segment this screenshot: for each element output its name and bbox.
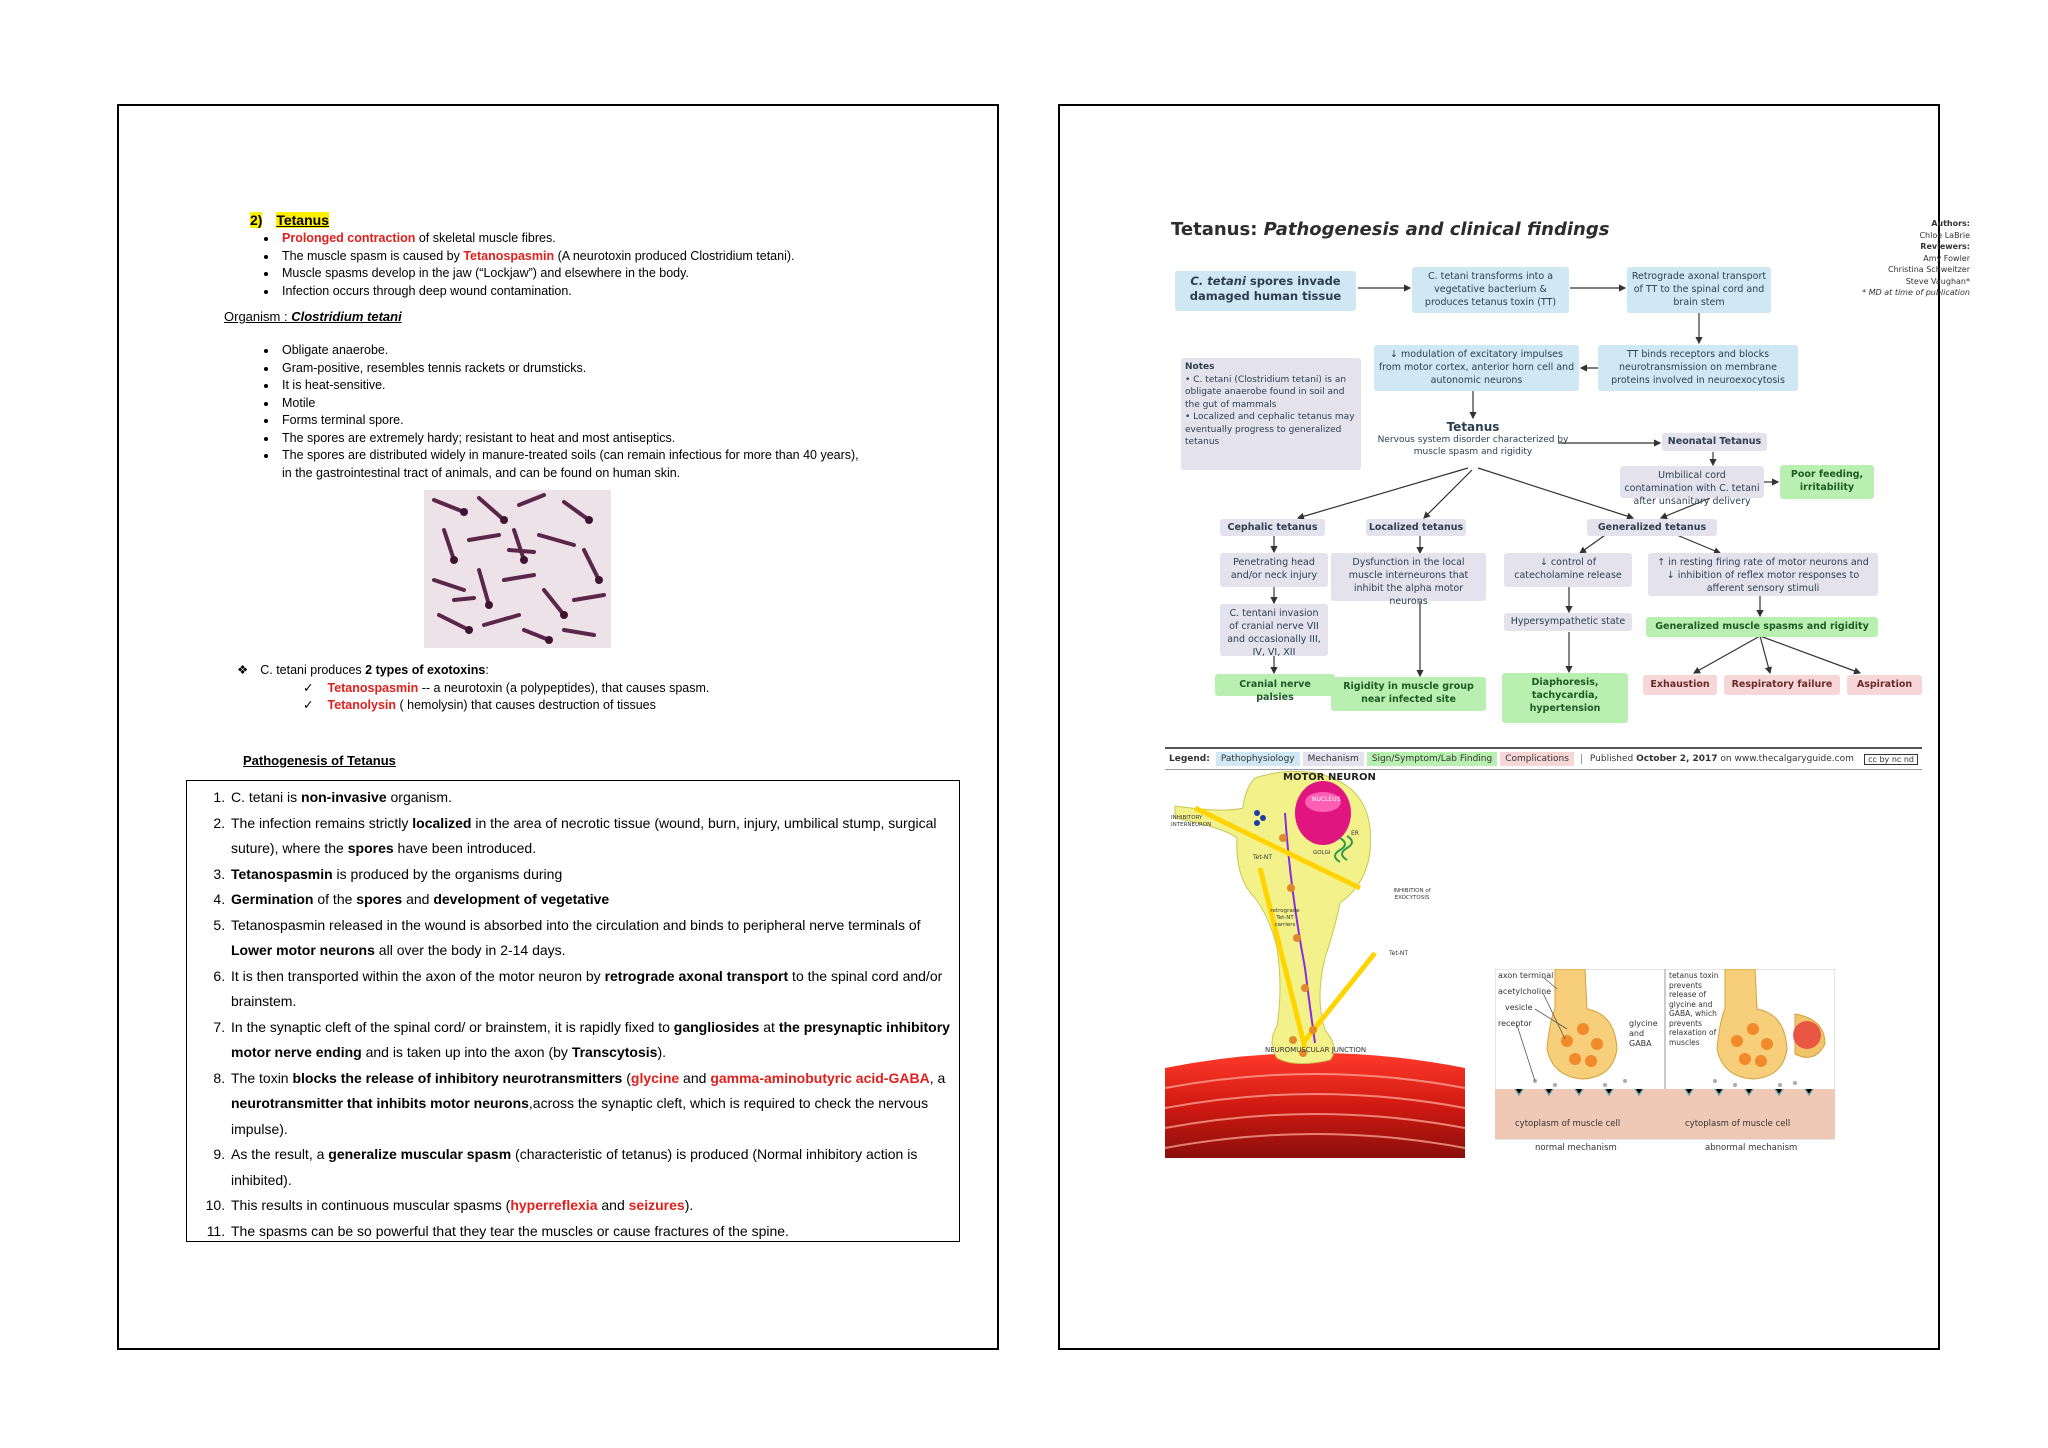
right-page	[1058, 104, 1970, 1350]
spores-invade-box: C. tetani spores invade damaged human tissue	[1175, 271, 1356, 311]
list-item: 2. The infection remains strictly localized in the area of necrotic tissue (wound, burn, injury, umbilical stump, surgical suture), where the spores have been introduced.	[229, 811, 951, 862]
exotoxin-section: ❖ C. tetani produces 2 types of exotoxins: ✓ Tetanospasmin -- a neurotoxin (a polypeptides), that causes spasm. ✓ Tetanolysin ( hemolysin) that causes destruction of tissues	[237, 662, 709, 715]
list-item: 10. This results in continuous muscular spasms (hyperreflexia and seizures).	[229, 1193, 951, 1219]
acetylcholine-label: acetylcholine	[1498, 987, 1552, 996]
legend-sign: Sign/Symptom/Lab Finding	[1367, 752, 1497, 766]
synapse-drawing	[1495, 969, 1835, 1159]
catecholamine-box: ↓ control of catecholamine release	[1504, 553, 1632, 587]
authors-block: Authors: Chloe LaBrie Reviewers: Amy Fowler Christina Schweitzer Steve Vaughan* * MD at time of publication	[1862, 219, 1970, 297]
list-item: 11. The spasms can be so powerful that they tear the muscles or cause fractures of the spine.	[229, 1219, 951, 1245]
tetanus-bullets	[250, 230, 978, 300]
list-item: • It is heat-sensitive.	[278, 377, 978, 395]
legend-label: Legend:	[1169, 754, 1210, 764]
nmj-label: NEUROMUSCULAR JUNCTION	[1265, 1046, 1367, 1054]
license-badge: cc by nc nd	[1864, 754, 1918, 765]
retrograde-box: Retrograde axonal transport of TT to the spinal cord and brain stem	[1627, 267, 1771, 313]
modulation-box: ↓ modulation of excitatory impulses from motor cortex, anterior horn cell and autonomic neurons	[1374, 345, 1579, 391]
organism-name: Clostridium tetani	[291, 309, 402, 324]
generalized-spasms-box: Generalized muscle spasms and rigidity	[1646, 617, 1878, 637]
exotoxin-item: ✓ Tetanospasmin -- a neurotoxin (a polypeptides), that causes spasm.	[303, 680, 710, 695]
list-item: • Infection occurs through deep wound contamination.	[278, 283, 978, 301]
er-label: ER	[1351, 830, 1359, 837]
generalized-box: Generalized tetanus	[1587, 519, 1717, 536]
pathogenesis-box	[186, 780, 960, 1242]
golgi-label: GOLGI	[1313, 850, 1331, 856]
tetanus-toxin-note: tetanus toxin prevents release of glycine and GABA, which prevents relaxation of muscles	[1669, 971, 1719, 1047]
rigidity-group-box: Rigidity in muscle group near infected site	[1331, 677, 1486, 711]
list-item: • The spores are distributed widely in manure-treated soils (can remain infectious for more than 40 years), in the gastrointestinal tract of animals, and can be found on human skin.	[278, 447, 978, 482]
penetrating-box: Penetrating head and/or neck injury	[1220, 553, 1328, 587]
legend-pathophysiology: Pathophysiology	[1216, 752, 1300, 766]
list-item: • The muscle spasm is caused by Tetanospasmin (A neurotoxin produced Clostridium tetani).	[278, 248, 978, 266]
invasion-box: C. tentani invasion of cranial nerve VII and occasionally III, IV, VI, XII	[1220, 604, 1328, 656]
retrograde-carriers-label: retrograde Tet-NT carriers	[1270, 908, 1300, 928]
left-page	[117, 104, 999, 1350]
section-title: Tetanus	[276, 212, 329, 228]
tetanus-node: Tetanus Nervous system disorder characterized by muscle spasm and rigidity	[1377, 420, 1569, 457]
list-item: • Motile	[278, 395, 978, 413]
receptor-label: receptor	[1498, 1019, 1532, 1028]
flowchart-title: Tetanus: Pathogenesis and clinical findings	[1171, 219, 1610, 240]
legend-mechanism: Mechanism	[1303, 752, 1364, 766]
notes-box: Notes • C. tetani (Clostridium tetani) is an obligate anaerobe found in soil and the gut of mammals • Localized and cephalic tetanus may eventually progress to generalized tetanus	[1181, 358, 1361, 470]
list-item: 6. It is then transported within the axon of the motor neuron by retrograde axonal transport to the spinal cord and/or brainstem.	[229, 964, 951, 1015]
list-item: 7. In the synaptic cleft of the spinal cord/ or brainstem, it is rapidly fixed to gangliosides at the presynaptic inhibitory motor nerve ending and is taken up into the axon (by Transcytosis).	[229, 1015, 951, 1066]
inhibitory-interneuron-label: INHIBITORY INTERNEURON	[1171, 815, 1212, 828]
glycine-gaba-label: glycine and GABA	[1629, 1019, 1658, 1048]
section-number: 2)	[250, 212, 263, 228]
dysfunction-box: Dysfunction in the local muscle interneurons that inhibit the alpha motor neurons	[1331, 553, 1486, 601]
cephalic-box: Cephalic tetanus	[1220, 519, 1325, 536]
list-item: • The spores are extremely hardy; resistant to heat and most antiseptics.	[278, 430, 978, 448]
list-item: • Muscle spasms develop in the jaw (“Lockjaw”) and elsewhere in the body.	[278, 265, 978, 283]
list-item: • Prolonged contraction of skeletal muscle fibres.	[278, 230, 978, 248]
binds-receptors-box: TT binds receptors and blocks neurotransmission on membrane proteins involved in neuroexocytosis	[1598, 345, 1798, 391]
micrograph-drawing	[424, 490, 611, 648]
list-item: • Gram-positive, resembles tennis rackets or drumsticks.	[278, 360, 978, 378]
resting-firing-box: ↑ in resting firing rate of motor neurons and ↓ inhibition of reflex motor responses to afferent sensory stimuli	[1648, 553, 1878, 596]
neonatal-box: Neonatal Tetanus	[1662, 433, 1767, 451]
motor-neuron-label: MOTOR NEURON	[1283, 772, 1376, 783]
published-note: Published October 2, 2017 on www.thecalgaryguide.com	[1581, 754, 1854, 764]
legend-bar	[1165, 747, 1922, 770]
inhibition-exocytosis-label: INHIBITION of EXOCYTOSIS	[1393, 888, 1431, 901]
list-item: 1. C. tetani is non-invasive organism.	[229, 785, 951, 811]
section-heading	[250, 212, 329, 228]
diaphoresis-box: Diaphoresis, tachycardia, hypertension	[1502, 673, 1628, 723]
localized-box: Localized tetanus	[1366, 519, 1466, 536]
list-item: 3. Tetanospasmin is produced by the organisms during	[229, 862, 951, 888]
legend-complications: Complications	[1500, 752, 1574, 766]
tet-nt-label: Tet-NT	[1253, 854, 1273, 861]
motor-neuron-figure	[1165, 768, 1465, 1158]
list-item: • Obligate anaerobe.	[278, 342, 978, 360]
vesicle-label: vesicle	[1505, 1003, 1533, 1012]
list-item: • Forms terminal spore.	[278, 412, 978, 430]
nucleus-label: NUCLEUS	[1312, 796, 1341, 803]
transform-box: C. tetani transforms into a vegetative bacterium & produces tetanus toxin (TT)	[1412, 267, 1569, 313]
cranial-palsies-box: Cranial nerve palsies	[1215, 674, 1335, 696]
organism-line: Organism : Clostridium tetani	[224, 309, 402, 324]
abnormal-mechanism-label: abnormal mechanism	[1705, 1143, 1798, 1153]
respiratory-failure-box: Respiratory failure	[1724, 675, 1840, 695]
list-item: 4. Germination of the spores and development of vegetative	[229, 887, 951, 913]
pathogenesis-title: Pathogenesis of Tetanus	[243, 753, 396, 768]
aspiration-box: Aspiration	[1847, 675, 1922, 695]
organism-bullets	[250, 342, 978, 482]
axon-terminal-label: axon terminal	[1498, 971, 1554, 980]
poor-feeding-box: Poor feeding, irritability	[1780, 465, 1874, 499]
list-item: 9. As the result, a generalize muscular spasm (characteristic of tetanus) is produced (Normal inhibitory action is inhibited).	[229, 1142, 951, 1193]
list-item: 5. Tetanospasmin released in the wound is absorbed into the circulation and binds to peripheral nerve terminals of Lower motor neurons all over the body in 2-14 days.	[229, 913, 951, 964]
exotoxin-item: ✓ Tetanolysin ( hemolysin) that causes destruction of tissues	[303, 698, 656, 712]
bacteria-micrograph	[424, 490, 611, 648]
exhaustion-box: Exhaustion	[1643, 675, 1717, 695]
list-item: 8. The toxin blocks the release of inhibitory neurotransmitters (glycine and gamma-aminobutyric acid-GABA, a neurotransmitter that inhibits motor neurons,across the synaptic cleft, which is required to check the nervous impulse).	[229, 1066, 951, 1143]
umbilical-box: Umbilical cord contamination with C. tetani after unsanitary delivery	[1620, 466, 1764, 498]
normal-mechanism-label: normal mechanism	[1535, 1143, 1617, 1153]
hypersympathetic-box: Hypersympathetic state	[1504, 613, 1632, 631]
synapse-figure	[1495, 969, 1835, 1159]
cytoplasm-label-normal: cytoplasm of muscle cell	[1515, 1119, 1621, 1129]
tet-nt-label-2: Tet-NT	[1389, 950, 1409, 957]
cytoplasm-label-abnormal: cytoplasm of muscle cell	[1685, 1119, 1791, 1129]
